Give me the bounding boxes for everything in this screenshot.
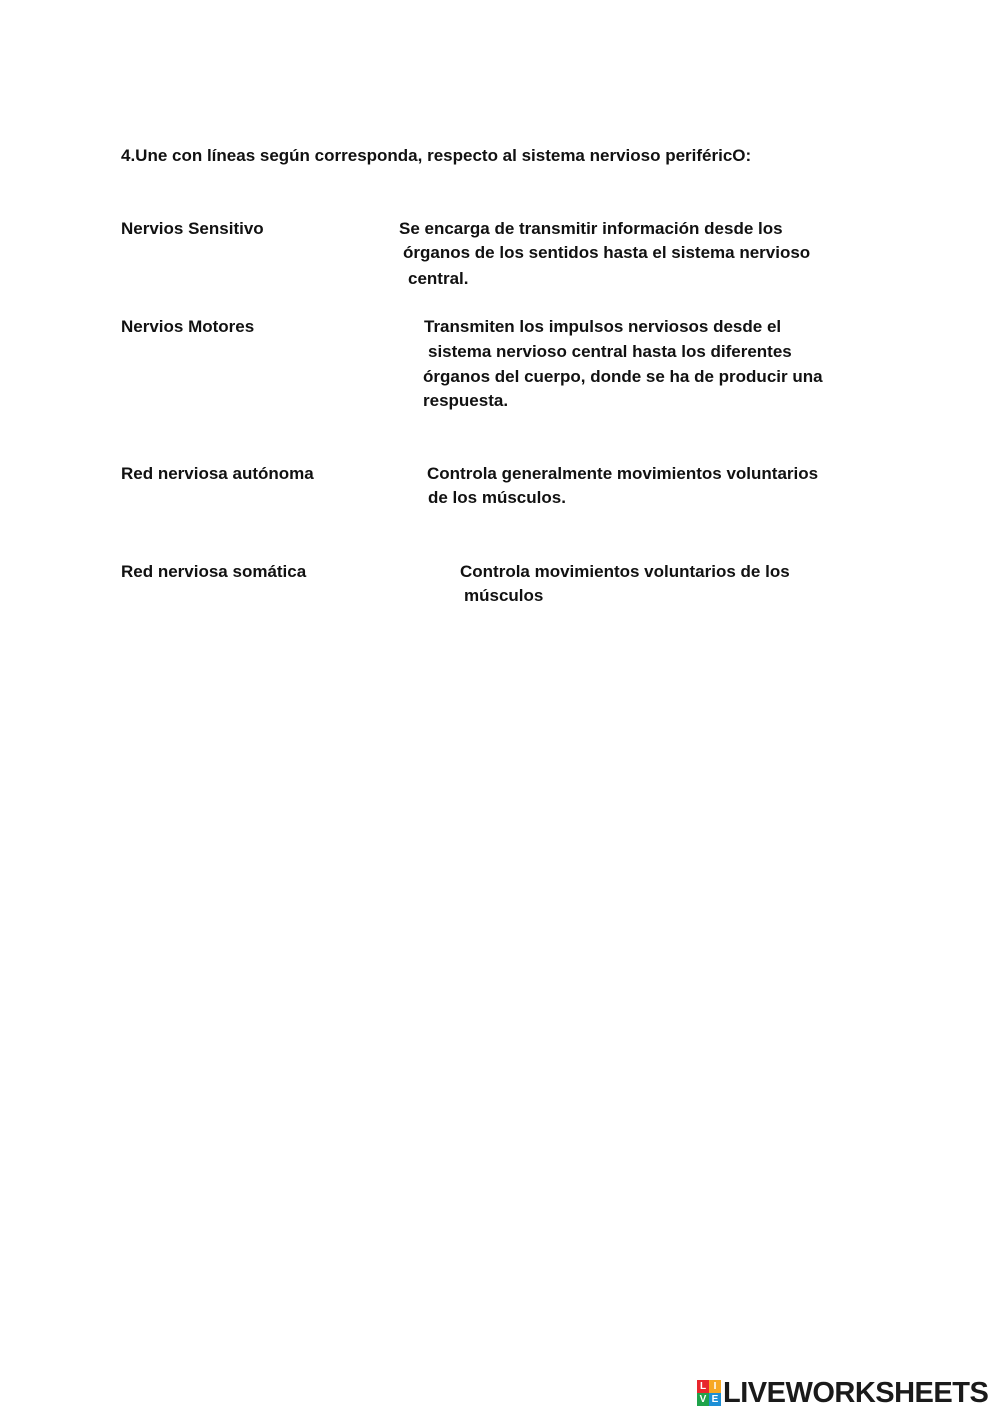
logo-badge-letter-l: L bbox=[697, 1380, 709, 1393]
definition-3-line-2[interactable]: de los músculos. bbox=[428, 488, 566, 507]
definition-2-line-1[interactable]: Transmiten los impulsos nerviosos desde el bbox=[424, 317, 782, 336]
definition-2-line-3[interactable]: órganos del cuerpo, donde se ha de producir una bbox=[423, 367, 823, 386]
definition-2-line-4[interactable]: respuesta. bbox=[423, 391, 509, 410]
definition-1-line-2[interactable]: órganos de los sentidos hasta el sistema nervioso bbox=[403, 243, 811, 262]
definition-1-line-1[interactable]: Se encarga de transmitir información desde los bbox=[399, 219, 783, 238]
logo-badge-letter-e: E bbox=[709, 1393, 721, 1406]
logo-badge-icon bbox=[697, 1380, 721, 1406]
term-red-nerviosa-autonoma[interactable]: Red nerviosa autónoma bbox=[121, 464, 314, 483]
term-red-nerviosa-somatica[interactable]: Red nerviosa somática bbox=[121, 562, 307, 581]
logo-badge-letter-v: V bbox=[697, 1393, 709, 1406]
page-title: 4.Une con líneas según corresponda, respecto al sistema nervioso periféricO: bbox=[121, 146, 752, 165]
liveworksheets-logo bbox=[697, 1376, 988, 1410]
term-nervios-sensitivo[interactable]: Nervios Sensitivo bbox=[121, 219, 264, 238]
term-nervios-motores[interactable]: Nervios Motores bbox=[121, 317, 255, 336]
definition-4-line-2[interactable]: músculos bbox=[464, 586, 544, 605]
logo-text: LIVEWORKSHEETS bbox=[723, 1376, 989, 1409]
logo-badge-letter-i: I bbox=[709, 1380, 721, 1393]
definition-3-line-1[interactable]: Controla generalmente movimientos voluntarios bbox=[427, 464, 819, 483]
definition-1-line-3[interactable]: central. bbox=[408, 269, 469, 288]
definition-2-line-2[interactable]: sistema nervioso central hasta los diferentes bbox=[428, 342, 792, 361]
definition-4-line-1[interactable]: Controla movimientos voluntarios de los bbox=[460, 562, 790, 581]
